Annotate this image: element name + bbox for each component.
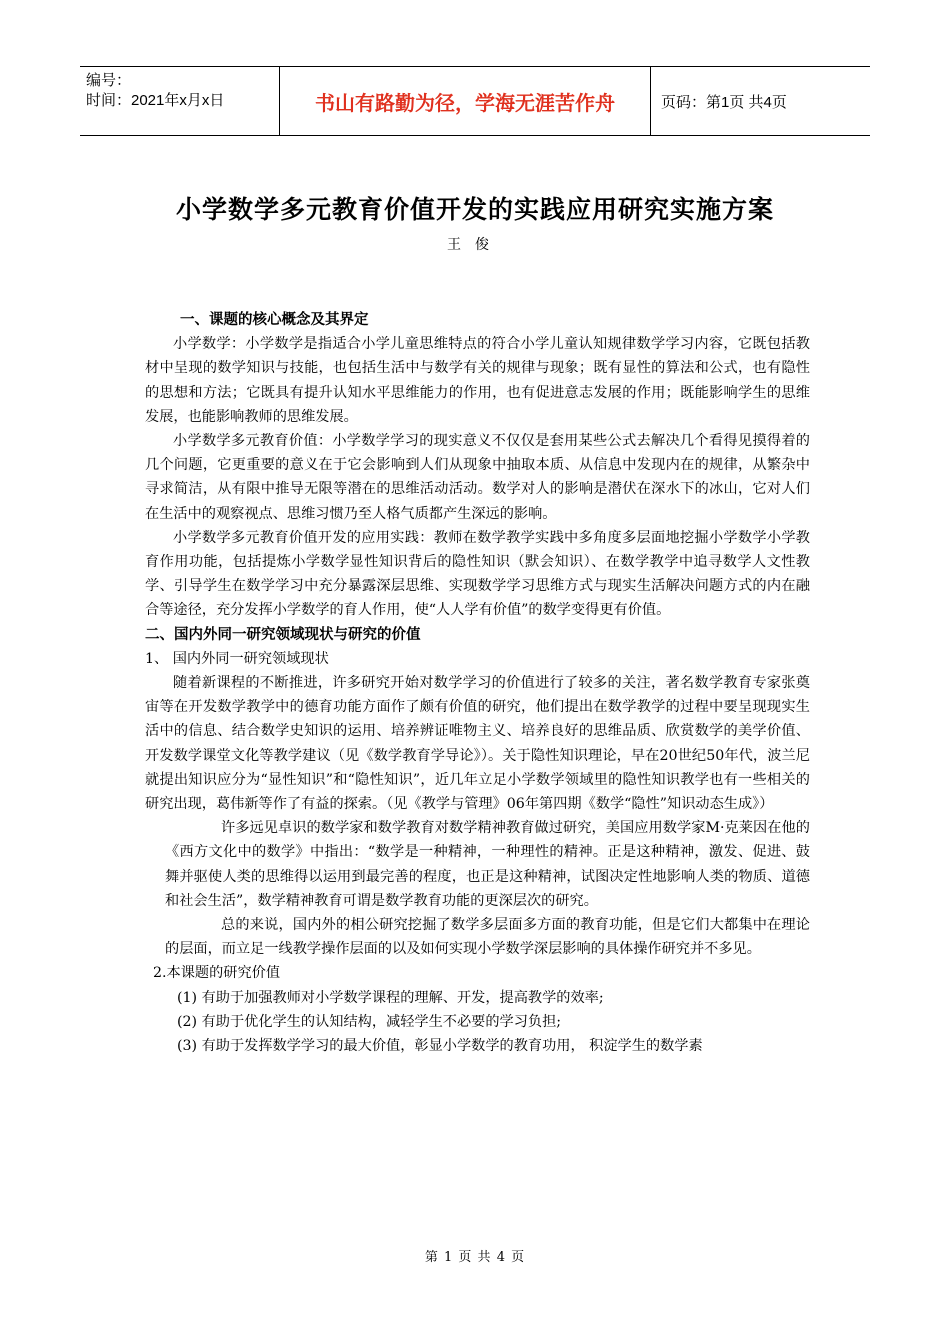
paragraph-definition-math: 小学数学：小学数学是指适合小学儿童思维特点的符合小学儿童认知规律数学学习内容，它既包括教材中呈现的数学知识与技能，也包括生活中与数学有关的规律与现象；既有显性的算法和公式，也有隐性的思想和方法；它既具有提升认知水平思维能力的作用，也有促进意志发展的作用；既能影响学生的思维发展，也能影响教师的思维发展。 [145,336,810,425]
paragraph-math-spirit: 许多远见卓识的数学家和数学教育对数学精神教育做过研究，美国应用数学家M·克莱因在他的《西方文化中的数学》中指出：“数学是一种精神，一种理性的精神。正是这种精神，激发、促进、鼓舞并驱使人类的思维得以运用到最完善的程度，也正是这种精神，试图决定性地影响人类的物质、道德和社会生活”，数学精神教育可谓是数学教育功能的更深层次的研究。 [165,820,810,909]
subsection-2-2-heading: 2.本课题的研究价值 [153,965,281,982]
value-item-3: (3) 有助于发挥数学学习的最大价值，彰显小学数学的教育功用， 积淀学生的数学素 [177,1038,703,1055]
paragraph-summary: 总的来说，国内外的相公研究挖掘了数学多层面多方面的教育功能，但是它们大都集中在理论的层面，而立足一线教学操作层面的以及如何实现小学数学深层影响的具体操作研究并不多见。 [165,917,810,958]
subsection-2-1-heading: 1、 国内外同一研究领域现状 [145,650,329,667]
document-body [145,308,810,1058]
section-2-heading: 二、国内外同一研究领域现状与研究的价值 [145,626,421,643]
paragraph-definition-value: 小学数学多元教育价值：小学数学学习的现实意义不仅仅是套用某些公式去解决几个看得见摸得着的几个问题，它更重要的意义在于它会影响到人们从现象中抽取本质、从信息中发现内在的规律，从繁杂中寻求简洁，从有限中推导无限等潜在的思维活动活动。数学对人的影响是潜伏在深水下的冰山，它对人们在生活中的观察视点、思维习惯乃至人格气质都产生深远的影响。 [145,433,810,522]
number-label: 编号： [86,72,132,89]
paragraph-research-status: 随着新课程的不断推进，许多研究开始对数学学习的价值进行了较多的关注，著名数学教育专家张奠宙等在开发数学教学中的德育功能方面作了颇有价值的研究，他们提出在数学教学的过程中要呈现现实生活中的信息、结合数学史知识的运用、培养辨证唯物主义、培养良好的思维品质、欣赏数学的美学价值、开发数学课堂文化等教学建议（见《数学教育学导论》）。关于隐性知识理论，早在20世纪50年代，波兰尼就提出知识应分为“显性知识”和“隐性知识”，近几年立足小学数学领域里的隐性知识教学也有一些相关的研究出现，葛伟新等作了有益的探索。（见《教学与管理》06年第四期《数学“隐性”知识动态生成》） [145,675,810,813]
date-label: 时间：2021年x月x日 [86,92,225,109]
value-item-1: (1) 有助于加强教师对小学数学课程的理解、开发，提高教学的效率; [177,989,604,1006]
value-item-2: (2) 有助于优化学生的认知结构，减轻学生不必要的学习负担; [177,1013,562,1030]
header-meta [80,67,280,135]
header-motto: 书山有路勤为径，学海无涯苦作舟 [280,67,651,135]
document-title: 小学数学多元教育价值开发的实践应用研究实施方案 [175,195,774,224]
section-1-heading: 一、课题的核心概念及其界定 [180,312,369,328]
page-footer: 第 1 页 共 4 页 [424,1250,526,1265]
header-page-info: 页码：第1页 共4页 [661,93,787,111]
document-author: 王俊 [447,237,503,253]
page-header [80,66,870,136]
paragraph-definition-practice: 小学数学多元教育价值开发的应用实践：教师在数学教学实践中多角度多层面地挖掘小学数学小学教育作用功能，包括提炼小学数学显性知识背后的隐性知识（默会知识）、在数学教学中追寻数学人文性教学、引导学生在数学学习中充分暴露深层思维、实现数学学习思维方式与现实生活解决问题方式的内在融合等途径，充分发挥小学数学的育人作用，使“人人学有价值”的数学变得更有价值。 [145,529,810,619]
